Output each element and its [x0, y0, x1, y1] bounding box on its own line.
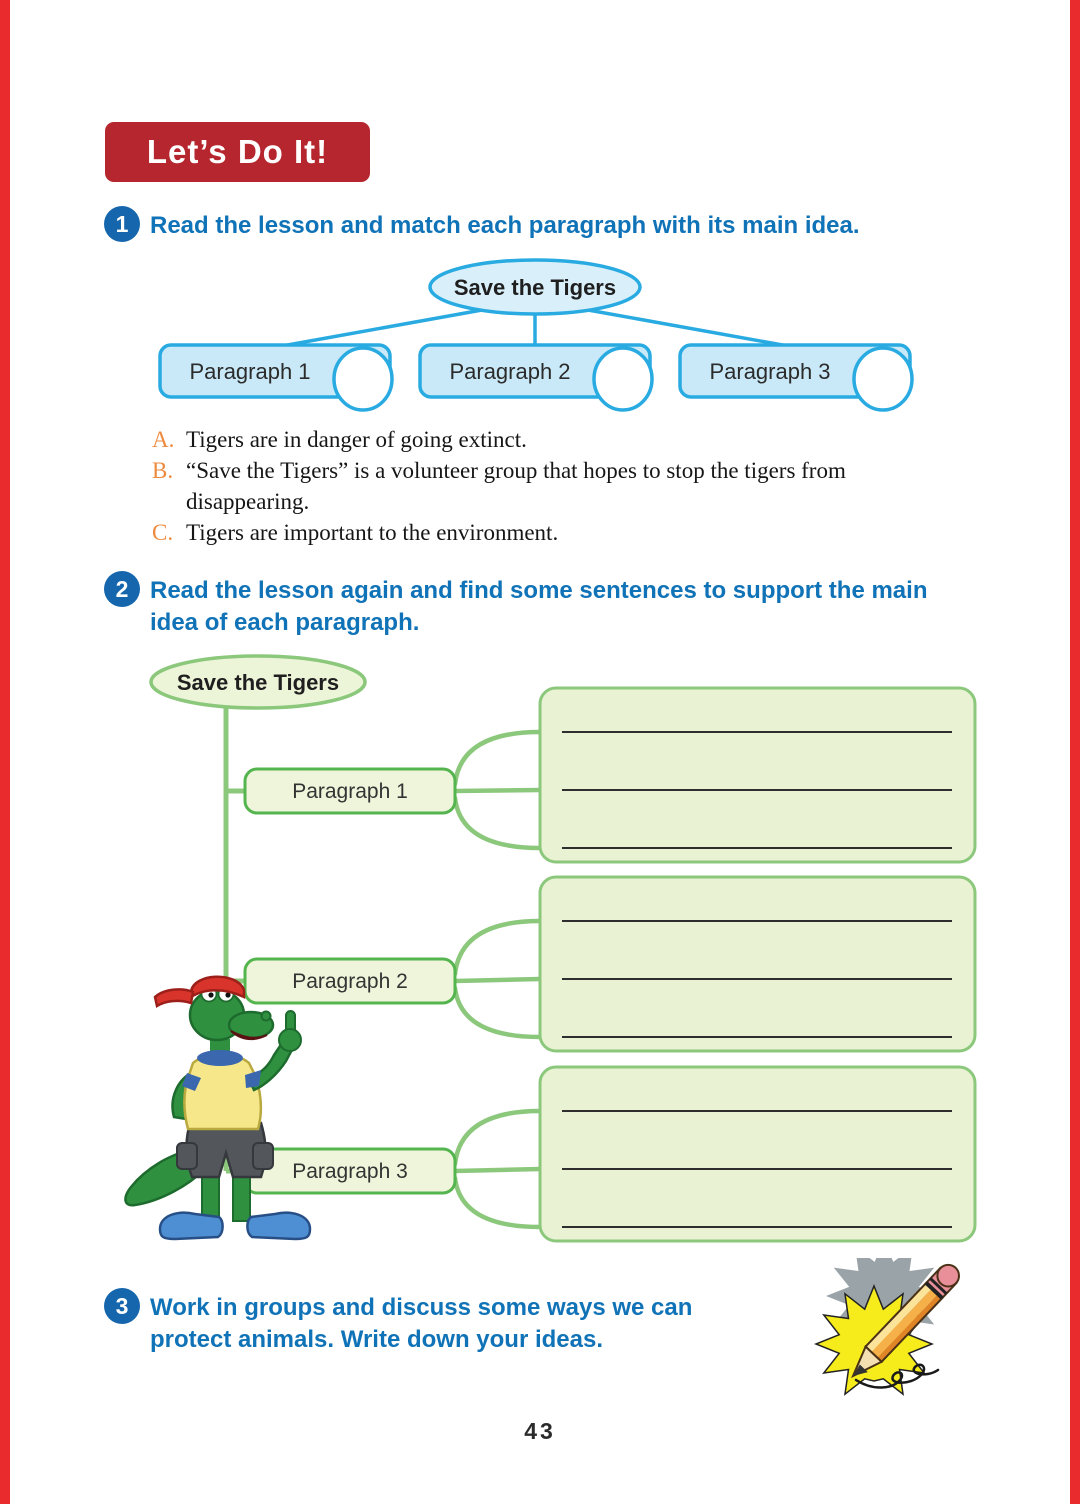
answer-circle-paragraph1[interactable]	[334, 348, 392, 410]
mascot-shoe	[160, 1213, 223, 1239]
matching-diagram	[130, 250, 960, 422]
mascot-collar	[197, 1050, 243, 1066]
answer-box-paragraph2[interactable]	[540, 877, 975, 1051]
answer-box-paragraph1[interactable]	[540, 688, 975, 862]
task3-number: 3	[115, 1292, 129, 1319]
connector-line	[282, 310, 482, 346]
option-a-letter: A.	[152, 427, 175, 452]
writing-pencil-icon	[798, 1258, 968, 1403]
option-c	[152, 517, 962, 548]
task1-number-badge	[104, 206, 140, 242]
option-a	[152, 424, 962, 455]
fan-connectors-p2	[455, 921, 540, 1037]
option-c-text: Tigers are important to the environment.	[186, 520, 559, 545]
paragraph1-label: Paragraph 1	[292, 780, 408, 803]
paragraph3-label: Paragraph 3	[709, 359, 831, 384]
crocodile-mascot-illustration	[105, 945, 365, 1255]
mascot-pocket	[177, 1143, 197, 1169]
mascot-cap-brim	[155, 989, 193, 1006]
task2-number: 2	[115, 575, 129, 602]
task3-number-badge	[104, 1288, 140, 1324]
option-b-letter: B.	[152, 458, 174, 483]
paragraph2-label: Paragraph 2	[292, 970, 408, 993]
paragraph1-label: Paragraph 1	[189, 359, 311, 384]
option-b	[152, 455, 962, 517]
task3-instruction: Work in groups and discuss some ways we can protect animals. Write down your ideas.	[150, 1294, 693, 1353]
task1-number: 1	[115, 210, 129, 237]
answer-box-paragraph3[interactable]	[540, 1067, 975, 1241]
page-edge-left	[0, 0, 10, 1504]
mascot-pocket	[253, 1143, 273, 1169]
main-idea-options	[152, 424, 962, 548]
page-edge-right	[1070, 0, 1080, 1504]
fan-connectors-p3	[455, 1111, 540, 1227]
mascot-leg	[233, 1173, 250, 1221]
root-node-label: Save the Tigers	[453, 275, 617, 300]
mascot-shoe	[247, 1213, 310, 1239]
page-title: Let’s Do It!	[146, 133, 329, 170]
page-number: 43	[524, 1418, 556, 1444]
option-c-letter: C.	[152, 520, 174, 545]
option-a-text: Tigers are in danger of going extinct.	[186, 427, 527, 452]
option-b-text: “Save the Tigers” is a volunteer group that hopes to stop the tigers from disappearing.	[186, 458, 846, 514]
mascot-leg	[202, 1173, 219, 1221]
mascot-fist	[279, 1029, 301, 1051]
task2-number-badge	[104, 571, 140, 607]
answer-circle-paragraph2[interactable]	[594, 348, 652, 410]
mascot-pupil	[208, 992, 213, 997]
task2-instruction: Read the lesson again and find some sentences to support the main idea of each paragraph.	[150, 577, 928, 636]
connector-line	[588, 310, 788, 346]
paragraph3-label: Paragraph 3	[292, 1160, 408, 1183]
task1-instruction: Read the lesson and match each paragraph with its main idea.	[150, 212, 860, 239]
mascot-nostril	[262, 1012, 271, 1021]
lesson-header-banner	[105, 122, 370, 182]
root-node-label: Save the Tigers	[176, 670, 340, 695]
answer-circle-paragraph3[interactable]	[854, 348, 912, 410]
fan-connectors-p1	[455, 732, 540, 848]
paragraph2-label: Paragraph 2	[449, 359, 571, 384]
